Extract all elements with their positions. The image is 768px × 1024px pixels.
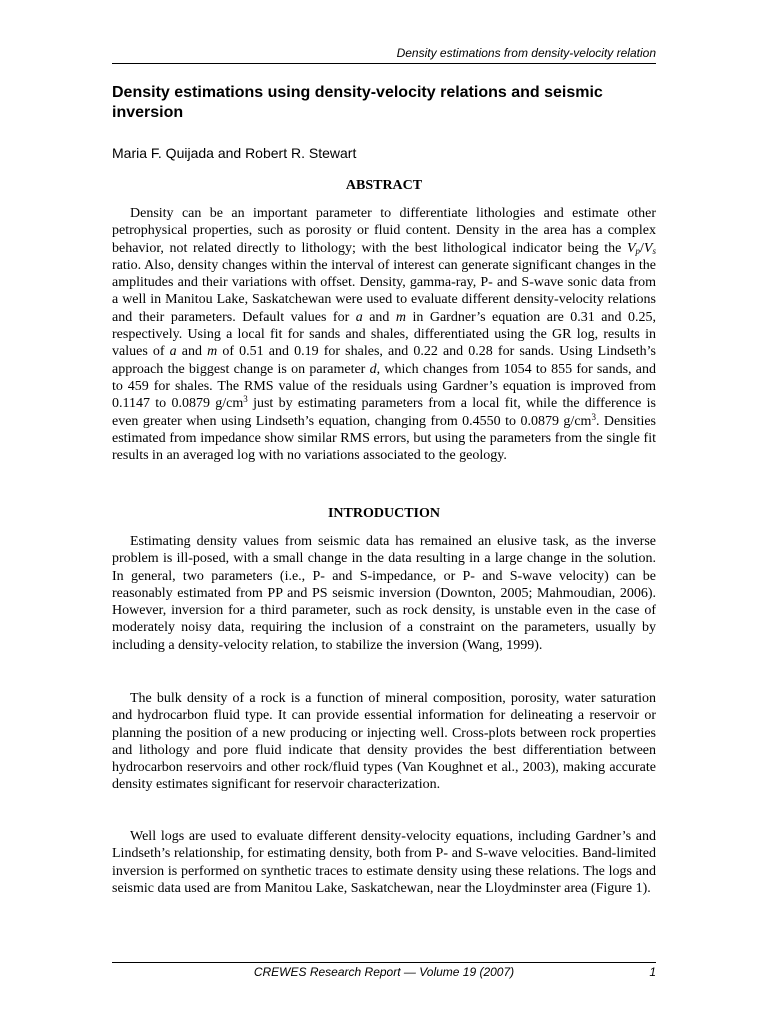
paper-title: Density estimations using density-velocity relations and seismic inversion	[112, 84, 603, 121]
authors: Maria F. Quijada and Robert R. Stewart	[112, 145, 357, 161]
footer-rule	[112, 962, 656, 963]
intro-paragraph-2: The bulk density of a rock is a function of mineral composition, porosity, water saturation and hydrocarbon fluid type. It can provide essential information for delineating a reservoir or planning the position of a new producing or injecting well. Cross-plots between rock properties and lithology and pore fluid indicate that density provides the best differentiation between hydrocarbon reservoirs and other rock/fluid types (Van Koughnet et al., 2003), making accurate density estimates significant for reservoir characterization.	[112, 691, 656, 793]
running-head: Density estimations from density-velocity relation	[396, 46, 656, 60]
header-rule	[112, 63, 656, 64]
intro-paragraph-1: Estimating density values from seismic data has remained an elusive task, as the inverse problem is ill-posed, with a small change in the data resulting in a large change in the solution. In general, two parameters (i.e., P- and S-impedance, or P- and S-wave velocity) can be reasonably estimated from PP and PS seismic inversion (Downton, 2005; Mahmoudian, 2006). However, inversion for a third parameter, such as rock density, is unstable even in the case of moderately noisy data, requiring the inclusion of a constraint on the parameters, usually by including a density-velocity relation, to stabilize the inversion (Wang, 1999).	[112, 534, 656, 653]
page-number: 1	[649, 965, 656, 979]
abstract-heading: ABSTRACT	[345, 178, 423, 193]
intro-paragraph-3: Well logs are used to evaluate different density-velocity equations, including Gardner’s and Lindseth’s relationship, for estimating density, both from P- and S-wave velocities. Band-limited inversion is performed on synthetic traces to estimate density using these relations. The logs and seismic data used are from Manitou Lake, Saskatchewan, near the Lloydminster area (Figure 1).	[112, 829, 656, 896]
footer-journal: CREWES Research Report — Volume 19 (2007)	[253, 965, 515, 979]
abstract-paragraph: Density can be an important parameter to differentiate lithologies and estimate other petrophysical properties, such as porosity or fluid content. Density in the area has a complex behavior, not related directly to lithology; with the best lithological indicator being the $V_p/V_s$ ratio. Also, density changes within the interval of interest can generate significant changes in the amplitudes and their variations with offset. Density, gamma-ray, P- and S-wave sonic data from a well in Manitou Lake, Saskatchewan were used to evaluate different density-velocity relations and their parameters. Default values for a and m in Gardner’s equation are 0.31 and 0.25, respectively. Using a local fit for sands and shales, differentiated using the GR log, results in values of a and m of 0.51 and 0.19 for shales, and 0.22 and 0.28 for sands. Using Lindseth’s approach the biggest change is on parameter d, which changes from 1054 to 855 for sands, and to 459 for shales. The RMS value of the residuals using Gardner’s equation is improved from 0.1147 to 0.0879 $g/cm^3$ just by estimating parameters from a local fit, while the difference is even greater when using Lindseth’s equation, changing from 0.4550 to 0.0879 $g/cm^3$. Densities estimated from impedance show similar RMS errors, but using the parameters from the single fit results in an averaged log with no variations associated to the geology.	[112, 206, 656, 464]
introduction-heading: INTRODUCTION	[327, 506, 440, 521]
